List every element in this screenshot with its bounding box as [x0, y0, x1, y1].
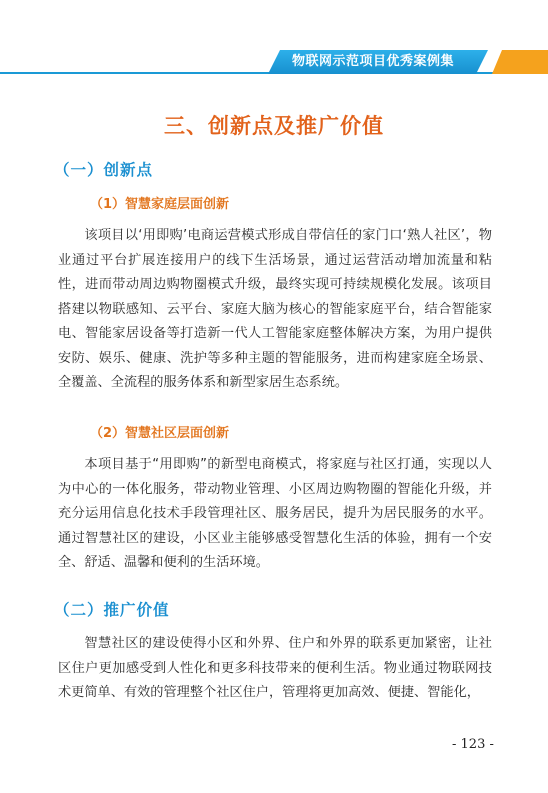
paragraph-smart-community: 本项目基于“用即购”的新型电商模式，将家庭与社区打通，实现以人为中心的一体化服务，带动物业管理、小区周边购物圈的智能化升级，并充分运用信息化技术手段管理社区、服务居民，提升为居民服务的水平。通过智慧社区的建设，小区业主能够感受智慧化生活的体验，拥有一个安全、舒适、温馨和便利的生活环境。: [58, 457, 492, 570]
subheading-smart-home: （1）智慧家庭层面创新: [90, 197, 230, 212]
paragraph-promotion-value: 智慧社区的建设使得小区和外界、住户和外界的联系更加紧密，让社区住户更加感受到人性化和更多科技带来的便利生活。物业通过物联网技术更简单、有效的管理整个社区住户，管理将更加高效、便捷、智能化，: [58, 636, 492, 700]
paragraph-smart-home: 该项目以‘用即购’电商运营模式形成自带信任的家门口‘熟人社区’，物业通过平台扩展连接用户的线下生活场景，通过运营活动增加流量和粘性，进而带动周边购物圈模式升级，最终实现可持续规模化发展。该项目搭建以物联感知、云平台、家庭大脑为核心的智能家庭平台，结合智能家电、智能家居设备等打造新一代人工智能家庭整体解决方案，为用户提供安防、娱乐、健康、洗护等多种主题的智能服务，进而构建家庭全场景、全覆盖、全流程的服务体系和新型家居生态系统。: [58, 228, 492, 390]
header-accent-bar: [492, 50, 548, 74]
running-header: [0, 50, 548, 76]
section-title: 三、创新点及推广价值: [164, 113, 384, 138]
page-number: - 123 -: [452, 737, 494, 752]
running-title: 物联网示范项目优秀案例集: [291, 54, 454, 69]
heading-promotion-value: （二）推广价值: [54, 601, 170, 619]
heading-innovation: （一）创新点: [54, 161, 154, 179]
subheading-smart-community: （2）智慧社区层面创新: [90, 426, 230, 441]
